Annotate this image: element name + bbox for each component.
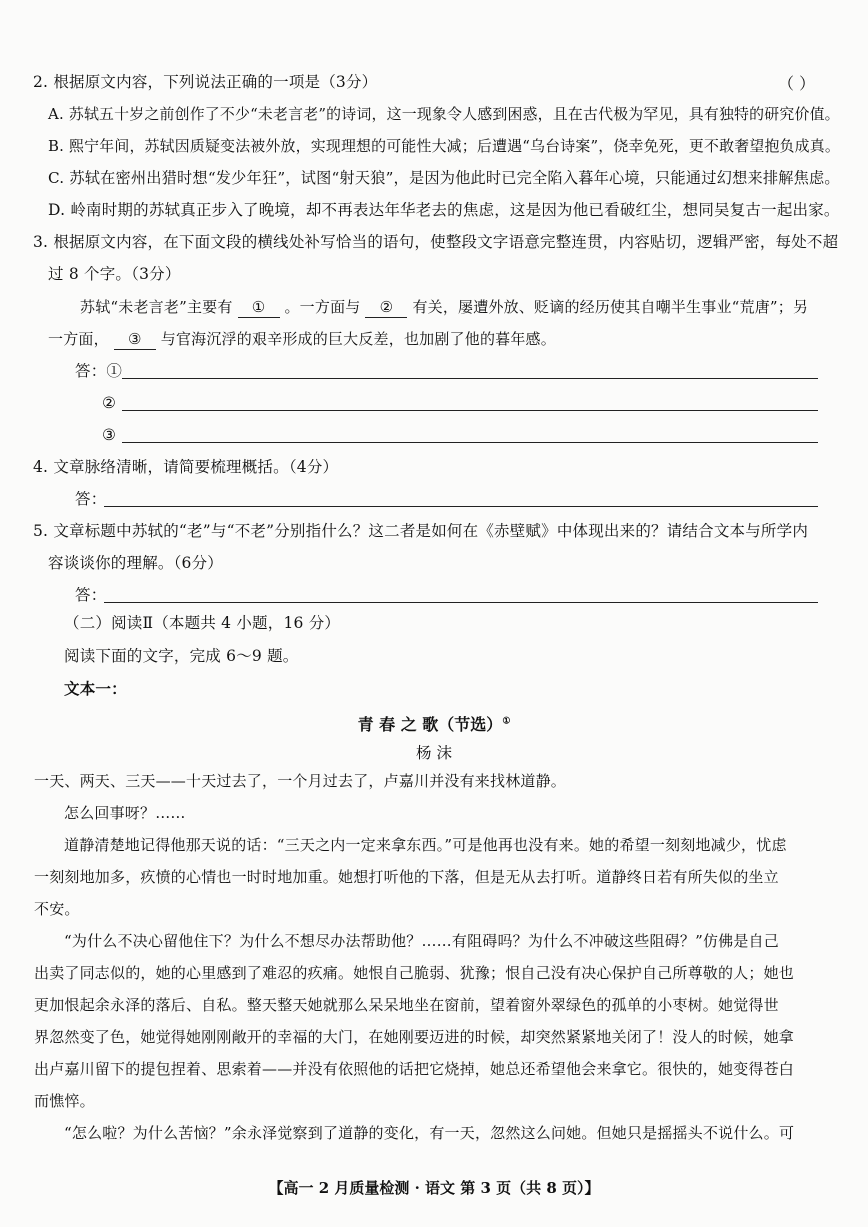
q5-stem-line2: 容谈谈你的理解。（6分）	[48, 554, 224, 572]
q2-answer-bracket: （ ）	[778, 74, 816, 93]
story-line: 而憔悴。	[34, 1092, 95, 1110]
q2-option-b: B. 熙宁年间，苏轼因质疑变法被外放，实现理想的可能性大减；后遭遇“乌台诗案”，侥幸免死，更不敢奢望抱负成真。	[48, 137, 840, 155]
q3-passage-text-a: 苏轼“未老言老”主要有	[80, 298, 233, 316]
q3-answer-label-2: ②	[102, 394, 117, 412]
story-line: 怎么回事呀？……	[64, 804, 186, 822]
q3-blank-1: ①	[238, 297, 280, 318]
section2-instruction: 阅读下面的文字，完成 6～9 题。	[64, 647, 299, 665]
q3-stem-line2: 过 8 个字。（3分）	[48, 265, 181, 283]
q3-answer-line-2[interactable]	[122, 410, 818, 411]
story-title-footnote-mark: ①	[502, 716, 511, 727]
q3-passage-line2	[48, 329, 556, 350]
q3-passage-text-d: 一方面，	[48, 330, 109, 348]
q2-option-d: D. 岭南时期的苏轼真正步入了晚境，却不再表达年华老去的焦虑，这是因为他已看破红尘，想同吴复古一起出家。	[48, 201, 840, 219]
q3-passage-text-c: 有关，屡遭外放、贬谪的经历使其自嘲半生事业“荒唐”；另	[412, 298, 809, 316]
story-line: 不安。	[34, 900, 80, 918]
q3-answer-line-1[interactable]	[122, 378, 818, 379]
q3-stem-line1: 3. 根据原文内容，在下面文段的横线处补写恰当的语句，使整段文字语意完整连贯，内容贴切，逻辑严密，每处不超	[33, 233, 839, 251]
q4-answer-line[interactable]	[104, 506, 818, 507]
story-line: 出卖了同志似的，她的心里感到了难忍的疚痛。她恨自己脆弱、犹豫；恨自己没有决心保护自己所尊敬的人；她也	[34, 964, 795, 982]
page-footer: 【高一 2 月质量检测 · 语文 第 3 页（共 8 页）】	[268, 1179, 600, 1197]
q3-answer-line-3[interactable]	[122, 442, 818, 443]
story-author: 杨 沫	[416, 744, 452, 762]
q3-passage-line1	[80, 297, 808, 318]
q3-blank-3: ③	[114, 329, 156, 350]
q5-stem-line1: 5. 文章标题中苏轼的“老”与“不老”分别指什么？这二者是如何在《赤壁赋》中体现出来的？请结合文本与所学内	[33, 522, 809, 540]
q2-option-c: C. 苏轼在密州出猎时想“发少年狂”，试图“射天狼”，是因为他此时已完全陷入暮年心境，只能通过幻想来排解焦虑。	[48, 169, 840, 187]
q3-answer-label-3: ③	[102, 426, 117, 444]
q5-answer-line[interactable]	[104, 602, 818, 603]
q3-answer-label-1: 答：①	[75, 362, 123, 380]
q2-stem: 2. 根据原文内容，下列说法正确的一项是（3分）	[33, 73, 378, 91]
story-line: “为什么不决心留他住下？为什么不想尽办法帮助他？……有阻碍吗？为什么不冲破这些阻碍？”仿佛是自己	[64, 932, 779, 950]
q4-stem: 4. 文章脉络清晰，请简要梳理概括。（4分）	[33, 458, 339, 476]
story-title-text: 青 春 之 歌（节选）	[357, 715, 503, 734]
story-line: “怎么啦？为什么苦恼？”余永泽觉察到了道静的变化，有一天，忽然这么问她。但她只是摇摇头不说什么。可	[64, 1124, 795, 1142]
q4-answer-label: 答：	[75, 490, 107, 508]
section2-heading: （二）阅读Ⅱ（本题共 4 小题，16 分）	[64, 614, 341, 632]
q3-passage-text-e: 与官海沉浮的艰辛形成的巨大反差，也加剧了他的暮年感。	[160, 330, 556, 348]
story-line: 界忽然变了色，她觉得她刚刚敞开的幸福的大门，在她刚要迈进的时候，却突然紧紧地关闭了！没人的时候，她拿	[34, 1028, 795, 1046]
q5-answer-label: 答：	[75, 586, 107, 604]
story-line: 道静清楚地记得他那天说的话：“三天之内一定来拿东西。”可是他再也没有来。她的希望一刻刻地减少，忧虑	[64, 836, 787, 854]
story-line: 出卢嘉川留下的提包捏着、思索着——并没有依照他的话把它烧掉，她总还希望他会来拿它。很快的，她变得苍白	[34, 1060, 795, 1078]
q3-passage-text-b: 。一方面与	[284, 298, 361, 316]
story-line: 一刻刻地加多，疚愤的心情也一时时地加重。她想打听他的下落，但是无从去打听。道静终日若有所失似的坐立	[34, 868, 779, 886]
story-line: 一天、两天、三天——十天过去了，一个月过去了，卢嘉川并没有来找林道静。	[34, 772, 567, 790]
section2-text-label: 文本一：	[64, 679, 127, 698]
q3-blank-2: ②	[365, 297, 407, 318]
q2-option-a: A. 苏轼五十岁之前创作了不少“未老言老”的诗词，这一现象令人感到困惑，且在古代极为罕见，具有独特的研究价值。	[48, 105, 840, 123]
story-line: 更加恨起余永泽的落后、自私。整天整天她就那么呆呆地坐在窗前，望着窗外翠绿色的孤单的小枣树。她觉得世	[34, 996, 779, 1014]
story-title	[0, 712, 868, 735]
